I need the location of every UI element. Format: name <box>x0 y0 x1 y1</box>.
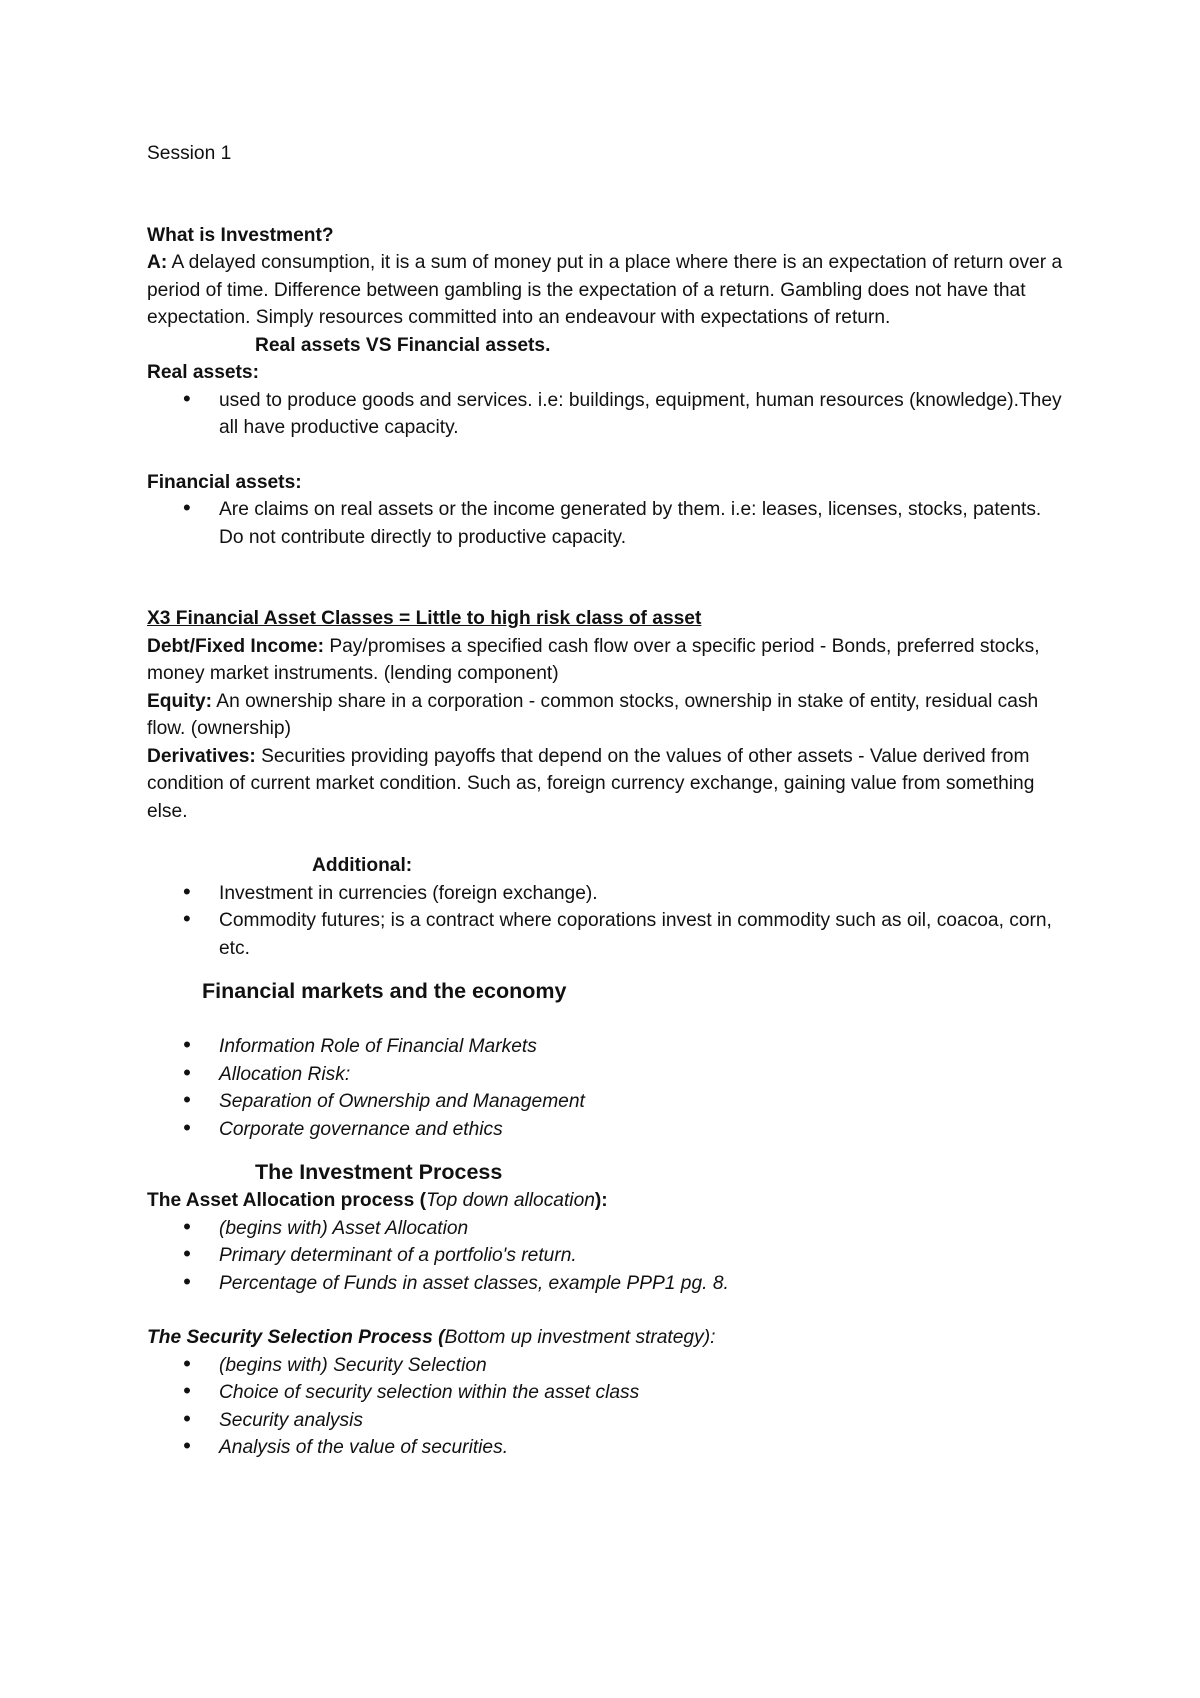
list-item: • Commodity futures; is a contract where coporations invest in commodity such as oil, coacoa, corn, etc. <box>147 907 1067 962</box>
asset-classes-heading: X3 Financial Asset Classes = Little to high risk class of asset <box>147 608 702 629</box>
investment-process-heading: The Investment Process <box>255 1160 503 1184</box>
paren-open: ( <box>432 1327 445 1348</box>
document-body <box>147 140 1067 1462</box>
additional-list <box>147 880 1067 963</box>
financial-assets-list <box>147 496 1067 551</box>
debt-label: Debt/Fixed Income: <box>147 635 324 657</box>
asset-allocation-label: The Asset Allocation process <box>147 1190 415 1211</box>
list-item: • Information Role of Financial Markets <box>147 1033 1067 1061</box>
answer-label: A: <box>147 252 168 273</box>
derivatives-paragraph <box>147 743 1067 826</box>
investment-question: What is Investment? <box>147 224 334 246</box>
debt-text: Pay/promises a specified cash flow over a specific period - Bonds, preferred stocks, money market instruments. (lending component) <box>147 635 1040 684</box>
asset-allocation-list <box>147 1215 1067 1298</box>
financial-markets-heading: Financial markets and the economy <box>202 979 567 1003</box>
asset-allocation-paren: Top down allocation <box>426 1190 595 1211</box>
debt-paragraph <box>147 633 1067 688</box>
session-title: Session 1 <box>147 143 232 164</box>
list-item: • (begins with) Asset Allocation <box>147 1215 1067 1243</box>
equity-paragraph <box>147 688 1067 743</box>
list-item: • used to produce goods and services. i.e: buildings, equipment, human resources (knowledge).They all have productive capacity. <box>147 387 1067 442</box>
real-assets-label: Real assets: <box>147 362 259 383</box>
real-assets-list <box>147 387 1067 442</box>
security-selection-heading <box>147 1324 1067 1352</box>
list-item: • Analysis of the value of securities. <box>147 1434 1067 1462</box>
security-selection-label: The Security Selection Process <box>147 1327 433 1348</box>
list-item: • Allocation Risk: <box>147 1061 1067 1089</box>
equity-label: Equity: <box>147 690 213 712</box>
paren-open: ( <box>414 1190 427 1211</box>
list-item: • Security analysis <box>147 1407 1067 1435</box>
security-selection-list <box>147 1352 1067 1462</box>
list-item: • Corporate governance and ethics <box>147 1116 1067 1144</box>
list-item: • Are claims on real assets or the income generated by them. i.e: leases, licenses, stocks, patents. Do not contribute directly to productive capacity. <box>147 496 1067 551</box>
paren-close: ): <box>594 1190 608 1211</box>
real-vs-financial-heading: Real assets VS Financial assets. <box>255 334 551 356</box>
additional-label: Additional: <box>312 855 413 876</box>
list-item: • Percentage of Funds in asset classes, example PPP1 pg. 8. <box>147 1270 1067 1298</box>
derivatives-label: Derivatives: <box>147 745 256 767</box>
equity-text: An ownership share in a corporation - common stocks, ownership in stake of entity, residual cash flow. (ownership) <box>147 690 1039 739</box>
derivatives-text: Securities providing payoffs that depend on the values of other assets - Value derived from condition of current market condition. Such as, foreign currency exchange, gaining value from something else. <box>147 745 1035 822</box>
answer-text: A delayed consumption, it is a sum of money put in a place where there is an expectation of return over a period of time. Difference between gambling is the expectation of a return. Gambling does not have that expectation. Simply resources committed into an endeavour with expectations of return. <box>147 252 1063 328</box>
list-item: • Primary determinant of a portfolio's return. <box>147 1242 1067 1270</box>
financial-assets-label: Financial assets: <box>147 471 302 493</box>
list-item: • (begins with) Security Selection <box>147 1352 1067 1380</box>
security-selection-paren: Bottom up investment strategy): <box>444 1327 716 1348</box>
list-item: • Choice of security selection within the asset class <box>147 1379 1067 1407</box>
investment-answer <box>147 249 1067 332</box>
asset-allocation-heading <box>147 1187 1067 1215</box>
list-item: • Investment in currencies (foreign exchange). <box>147 880 1067 908</box>
list-item: • Separation of Ownership and Management <box>147 1088 1067 1116</box>
financial-markets-list <box>147 1033 1067 1143</box>
